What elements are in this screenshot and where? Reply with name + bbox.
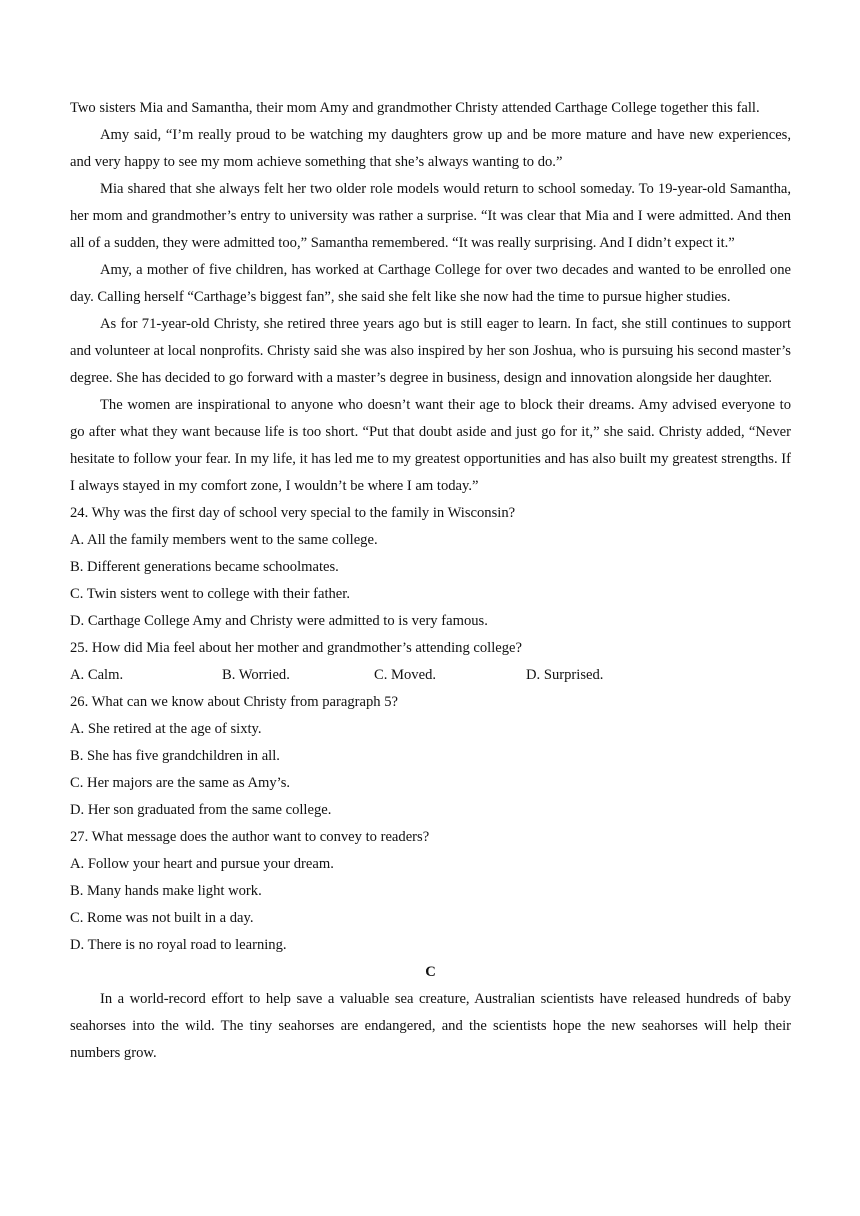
question-24-option-b: B. Different generations became schoolmates.: [70, 559, 339, 575]
question-25-stem: 25. How did Mia feel about her mother and grandmother’s attending college?: [70, 640, 522, 656]
question-24-option-c: C. Twin sisters went to college with their father.: [70, 586, 350, 602]
question-27-option-a: A. Follow your heart and pursue your dream.: [70, 856, 334, 872]
question-27-option-d: D. There is no royal road to learning.: [70, 937, 287, 953]
question-25: [70, 635, 791, 689]
question-26-stem: 26. What can we know about Christy from paragraph 5?: [70, 694, 398, 710]
question-24: [70, 500, 791, 635]
passage-c-heading: C: [425, 964, 436, 980]
question-25-option-b: B. Worried.: [222, 667, 290, 683]
passage-b-paragraph-4: Amy, a mother of five children, has worked at Carthage College for over two decades and wanted to be enrolled one day. Calling herself “Carthage’s biggest fan”, she said she felt like she now had the time to pursue higher studies.: [70, 262, 791, 305]
question-26-option-b: B. She has five grandchildren in all.: [70, 748, 280, 764]
question-27-option-c: C. Rome was not built in a day.: [70, 910, 254, 926]
question-25-option-d: D. Surprised.: [526, 667, 604, 683]
question-26: [70, 689, 791, 824]
passage-c: [70, 959, 791, 1067]
question-25-option-a: A. Calm.: [70, 667, 124, 683]
question-27: [70, 824, 791, 959]
passage-b-paragraph-5: As for 71-year-old Christy, she retired three years ago but is still eager to learn. In fact, she still continues to support and volunteer at local nonprofits. Christy said she was also inspired by her son Joshua, who is pursuing his second master’s degree. She has decided to go forward with a master’s degree in business, design and innovation alongside her daughter.: [70, 316, 791, 386]
passage-c-paragraph-1: In a world-record effort to help save a valuable sea creature, Australian scientists have released hundreds of baby seahorses into the wild. The tiny seahorses are endangered, and the scientists hope the new seahorses will help their numbers grow.: [70, 991, 791, 1061]
document-page: [70, 95, 791, 1067]
question-24-option-a: A. All the family members went to the same college.: [70, 532, 378, 548]
question-25-options: [70, 662, 791, 689]
question-24-stem: 24. Why was the first day of school very special to the family in Wisconsin?: [70, 505, 516, 521]
passage-b: [70, 95, 791, 500]
passage-b-paragraph-3: Mia shared that she always felt her two older role models would return to school someday. To 19-year-old Samantha, her mom and grandmother’s entry to university was rather a surprise. “It was clear that Mia and I were admitted. And then all of a sudden, they were admitted too,” Samantha remembered. “It was really surprising. And I didn’t expect it.”: [70, 181, 791, 251]
question-26-option-c: C. Her majors are the same as Amy’s.: [70, 775, 291, 791]
question-26-option-d: D. Her son graduated from the same college.: [70, 802, 332, 818]
question-27-stem: 27. What message does the author want to convey to readers?: [70, 829, 430, 845]
passage-b-paragraph-6: The women are inspirational to anyone who doesn’t want their age to block their dreams. Amy advised everyone to go after what they want because life is too short. “Put that doubt aside and just go for it,” she said. Christy added, “Never hesitate to follow your fear. In my life, it has led me to my greatest opportunities and has also built my greatest strengths. If I always stayed in my comfort zone, I wouldn’t be where I am today.”: [70, 397, 791, 494]
question-26-option-a: A. She retired at the age of sixty.: [70, 721, 262, 737]
question-25-option-c: C. Moved.: [374, 667, 437, 683]
question-27-option-b: B. Many hands make light work.: [70, 883, 262, 899]
passage-b-paragraph-1: Two sisters Mia and Samantha, their mom Amy and grandmother Christy attended Carthage College together this fall.: [70, 100, 760, 116]
passage-b-paragraph-2: Amy said, “I’m really proud to be watching my daughters grow up and be more mature and have new experiences, and very happy to see my mom achieve something that she’s always wanting to do.”: [70, 127, 791, 170]
question-24-option-d: D. Carthage College Amy and Christy were admitted to is very famous.: [70, 613, 488, 629]
